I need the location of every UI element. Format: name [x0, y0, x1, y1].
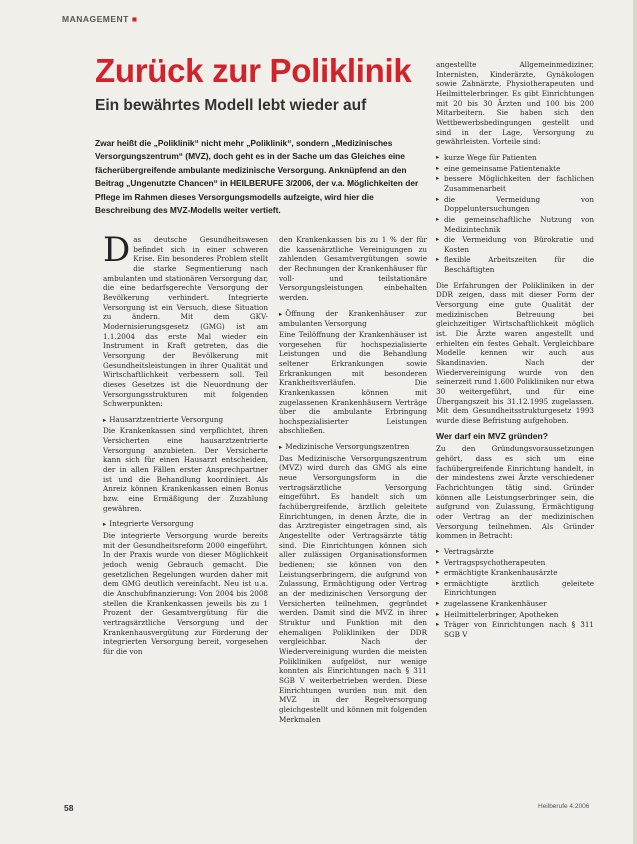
drop-cap: D	[103, 230, 131, 270]
list-item: ▸ eine gemeinsame Patientenakte	[436, 164, 594, 174]
section-bullet-icon: ■	[131, 14, 138, 24]
founders-list	[436, 547, 594, 640]
list-item: ▸ flexible Arbeitszeiten für die Beschäftigten	[436, 255, 594, 274]
list-item: ▸ die Vermeidung von Bürokratie und Kosten	[436, 235, 594, 254]
text-column-2	[279, 235, 427, 730]
paragraph: Die Krankenkassen sind verpflichtet, ihren Versicherten eine hausarztzentrierte Versorgung anzubieten. Der Versicherte kann sich für einen Hausarzt entscheiden, der in allen Fällen erster Ansprechpartner ist und die Behandlung koordiniert. Als Anreiz können Krankenkassen einen Bonus bzw. eine Ermäßigung der Zuzahlung gewähren.	[103, 426, 268, 513]
paragraph: Eine Teilöffnung der Krankenhäuser ist vorgesehen für hochspezialisierte Leistungen und die Behandlung seltener Erkrankungen sowie Erkrankungen mit besonderen Krankheitsverläufen. Die Krankenkassen können mit zugelassenen Krankenhäusern Verträge über die ambulante Erbringung hochspezialisierter Leistungen abschließen.	[279, 329, 427, 436]
list-item: ▸ ermächtigte ärztlich geleitete Einrichtungen	[436, 579, 594, 598]
list-item: ▸ kurze Wege für Patienten	[436, 153, 594, 163]
list-item: ▸ Träger von Einrichtungen nach § 311 SGB V	[436, 620, 594, 639]
advantages-list	[436, 153, 594, 275]
text-column-3	[436, 60, 594, 646]
subheading: ▸ Öffnung der Krankenhäuser zur ambulanten Versorgung	[279, 309, 427, 329]
list-item: ▸ Vertragspsychotherapeuten	[436, 558, 594, 568]
text-column-1	[103, 230, 268, 663]
article-lead: Zwar heißt die „Poliklinik“ nicht mehr „Poliklinik“, sondern „Medizinisches Versorgungszentrum“ (MVZ), doch geht es in der Sache um das Gleiches eine fächerübergreifende ambulante medizinische Versorgung. Anknüpfend an den Beitrag „Ungenutzte Chancen“ in HEILBERUFE 3/2006, der v.a. Möglichkeiten der Pflege im Rahmen dieses Versorgungsmodells aufzeigte, wird hier die Beschreibung des MVZ-Modells weiter vertieft.	[95, 138, 419, 216]
paragraph	[103, 230, 268, 409]
article-subtitle: Ein bewährtes Modell lebt wieder auf	[95, 97, 367, 114]
paragraph: Die Erfahrungen der Polikliniken in der DDR zeigen, dass mit dieser Form der Versorgung eine gute Qualität der medizinischen Betreuung bei gleichzeitiger Wirtschaftlichkeit möglich ist. Die Ärzte waren angestellt und erhielten ein festes Gehalt. Vergleichbare Modelle kennen wir auch aus Skandinavien. Nach der Wiedervereinigung wurde von den seinerzeit rund 1.600 Polikliniken nur etwa 30 weitergeführt, und für eine Übergangszeit bis 31.12.1995 zugelassen. Mit dem Gesundheitsstrukturgesetz 1993 wurde diese Befristung aufgehoben.	[436, 280, 594, 425]
list-item: ▸ bessere Möglichkeiten der fachlichen Zusammenarbeit	[436, 174, 594, 193]
subheading: ▸ Integrierte Versorgung	[103, 519, 268, 530]
list-item: ▸ Vertragsärzte	[436, 547, 594, 557]
paragraph-text: as deutsche Gesundheitswesen befindet sich in einer schweren Krise. Ein besonderes Problem stellt die starke Segmentierung nach ambulanten und stationären Versorgung dar, die eine bedarfsgerechte Versorgung der Bevölkerung verhindert. Integrierte Versorgung ist ein Versuch, diese Situation zu ändern. Mit dem GKV-Modernisierungsgesetz (GMG) ist am 1.1.2004 das erste Mal wieder ein Instrument in Kraft getreten, das die Versorgung der Bevölkerung mit Gesundheitsleistungen in ihrer Qualität und Wirtschaftlichkeit verbessern soll. Teil dieses Gesetzes ist die Neuordnung der Versorgungsstrukturen mit folgenden Schwerpunkten:	[103, 235, 268, 409]
article-title: Zurück zur Poliklinik	[95, 52, 412, 89]
list-item: ▸ die Vermeidung von Doppeluntersuchungen	[436, 195, 594, 214]
journal-issue: Heilberufe 4.2006	[538, 803, 590, 810]
subheading: ▸ Hausarztzentrierte Versorgung	[103, 415, 268, 426]
page-edge-shadow	[633, 0, 637, 844]
list-item: ▸ ermächtigte Krankenhausärzte	[436, 568, 594, 578]
paragraph: den Krankenkassen bis zu 1 % der für die kassenärztliche Vereinigungen zu zahlenden Gesamtvergütungen sowie der Rechnungen der Krankenhäuser für voll- und teilstationäre Versorgungsleistungen einbehalten werden.	[279, 235, 427, 302]
list-item: ▸ Heilmittelerbringer, Apotheken	[436, 610, 594, 620]
list-item: ▸ die gemeinschaftliche Nutzung von Medizintechnik	[436, 215, 594, 234]
paragraph: Zu den Gründungsvoraussetzungen gehört, dass es sich um eine fachübergreifende Einrichtung handelt, in der mindestens zwei Ärzte verschiedener Fachrichtungen tätig sind. Gründer können alle Leistungserbringer sein, die aufgrund von Zulassung, Ermächtigung oder Vertrag an der medizinischen Versorgung teilnehmen. Als Gründer kommen in Betracht:	[436, 444, 594, 541]
section-label	[62, 14, 138, 24]
paragraph: angestellte Allgemeinmediziner, Internisten, Kinderärzte, Gynäkologen sowie Zahnärzte, Physiotherapeuten und Heilmittelerbringer. Es gibt Einrichtungen mit 20 bis 30 Ärzten und 100 bis 200 Mitarbeitern. Sie haben sich den Wettbewerbsbedingungen gestellt und sind in der Lage, Versorgung zu gewährleisten. Vorteile sind:	[436, 60, 594, 147]
paragraph: Das Medizinische Versorgungszentrum (MVZ) wird durch das GMG als eine neue Versorgungsform in die vertragsärztliche Versorgung eingeführt. Es handelt sich um fachübergreifende, ärztlich geleitete Einrichtungen, in denen Ärzte, die in das Arztregister eingetragen sind, als Angestellte oder Vertragsärzte tätig sind. Die Einrichtungen können sich aller zulässigen Organisationsformen bedienen; sie können von den Leistungserbringern, die aufgrund von Zulassung, Ermächtigung oder Vertrag an der medizinischen Versorgung der Versicherten teilnehmen, gegründet werden. Damit sind die MVZ in ihrer Struktur und Funktion mit den ehemaligen Polikliniken der DDR vergleichbar. Nach der Wiedervereinigung wurden die meisten Polikliniken aufgelöst, nur wenige konnten als Einrichtungen nach § 311 SGB V weiterbetrieben werden. Diese Einrichtungen wurden nun mit den MVZ in der Regelversorgung gleichgestellt und können mit folgenden Merkmalen	[279, 453, 427, 724]
page-number: 58	[64, 803, 74, 813]
subheading: ▸ Medizinische Versorgungszentren	[279, 442, 427, 453]
list-item: ▸ zugelassene Krankenhäuser	[436, 599, 594, 609]
paragraph: Die integrierte Versorgung wurde bereits mit der Gesundheitsreform 2000 eingeführt. In der Praxis wurde von dieser Möglichkeit jedoch wenig Gebrauch gemacht. Die gesetzlichen Regelungen wurden daher mit dem GMG deutlich vereinfacht. Neu ist u.a. die Anschubfinanzierung: Von 2004 bis 2008 stellen die Krankenkassen jeweils bis zu 1 Prozent der Gesamtvergütung für die vertragsärztliche Versorgung und der Krankenhausvergütung zur Förderung der integrierten Versorgung bereit, vorgesehen für die von	[103, 531, 268, 656]
section-heading: Wer darf ein MVZ gründen?	[436, 430, 549, 441]
section-name: MANAGEMENT	[62, 14, 129, 24]
